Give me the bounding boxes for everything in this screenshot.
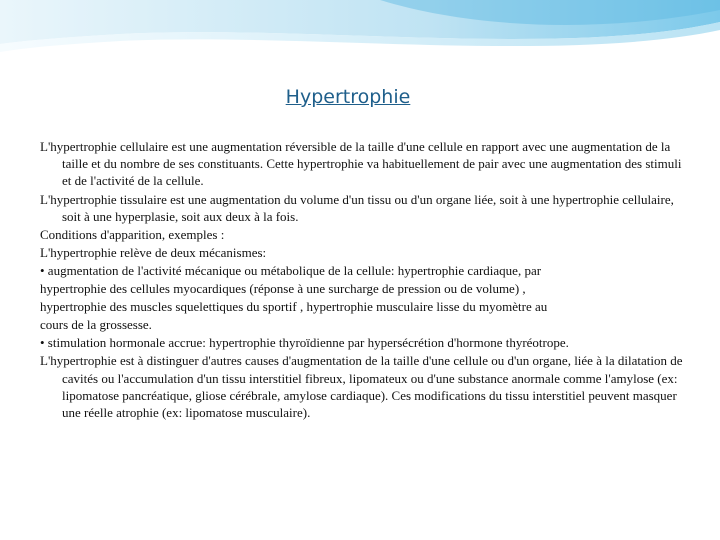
- paragraph-grossesse: cours de la grossesse.: [40, 317, 152, 333]
- paragraph-mecanismes: L'hypertrophie relève de deux mécanismes:: [40, 244, 267, 260]
- paragraph-distinction: L'hypertrophie est à distinguer d'autres causes d'augmentation de la taille d'une cellule ou d'un organe, liée à la dilatation de cavités ou l'accumulation d'un tissu interstitiel fibreux, lipomateux ou d'une substance anormale comme l'amylose (ex: lipomatose pancréatique, gliose cérébrale, amylose cardiaque). Ces modifications du tissu interstitiel peuvent masquer une réelle atrophie (ex: lipomatose musculaire).: [40, 353, 683, 421]
- slide-body: [40, 138, 684, 422]
- bullet-activite-mecanique: • augmentation de l'activité mécanique ou métabolique de la cellule: hypertrophie cardiaque, par: [40, 262, 542, 278]
- paragraph-myocardiques: hypertrophie des cellules myocardiques (réponse à une surcharge de pression ou de volume) ,: [40, 281, 526, 297]
- paragraph-conditions: Conditions d'apparition, exemples :: [40, 226, 225, 242]
- paragraph-hypertrophie-tissulaire: L'hypertrophie tissulaire est une augmentation du volume d'un tissu ou d'un organe liée, soit à une hypertrophie cellulaire, soit à une hyperplasie, soit aux deux à la fois.: [40, 191, 674, 224]
- header-wave-decoration: [0, 0, 720, 80]
- paragraph-hypertrophie-cellulaire: L'hypertrophie cellulaire est une augmentation réversible de la taille d'une cellule en rapport avec une augmentation de la taille et du nombre de ses constituants. Cette hypertrophie va habituellement de pair avec une augmentation des stimuli et de l'activité de la cellule.: [40, 139, 682, 189]
- bullet-stimulation-hormonale: • stimulation hormonale accrue: hypertrophie thyroïdienne par hypersécrétion d'hormone thyréotrope.: [40, 335, 569, 351]
- paragraph-muscles-squelettiques: hypertrophie des muscles squelettiques du sportif , hypertrophie musculaire lisse du myomètre au: [40, 299, 548, 315]
- slide-title: Hypertrophie: [285, 86, 411, 108]
